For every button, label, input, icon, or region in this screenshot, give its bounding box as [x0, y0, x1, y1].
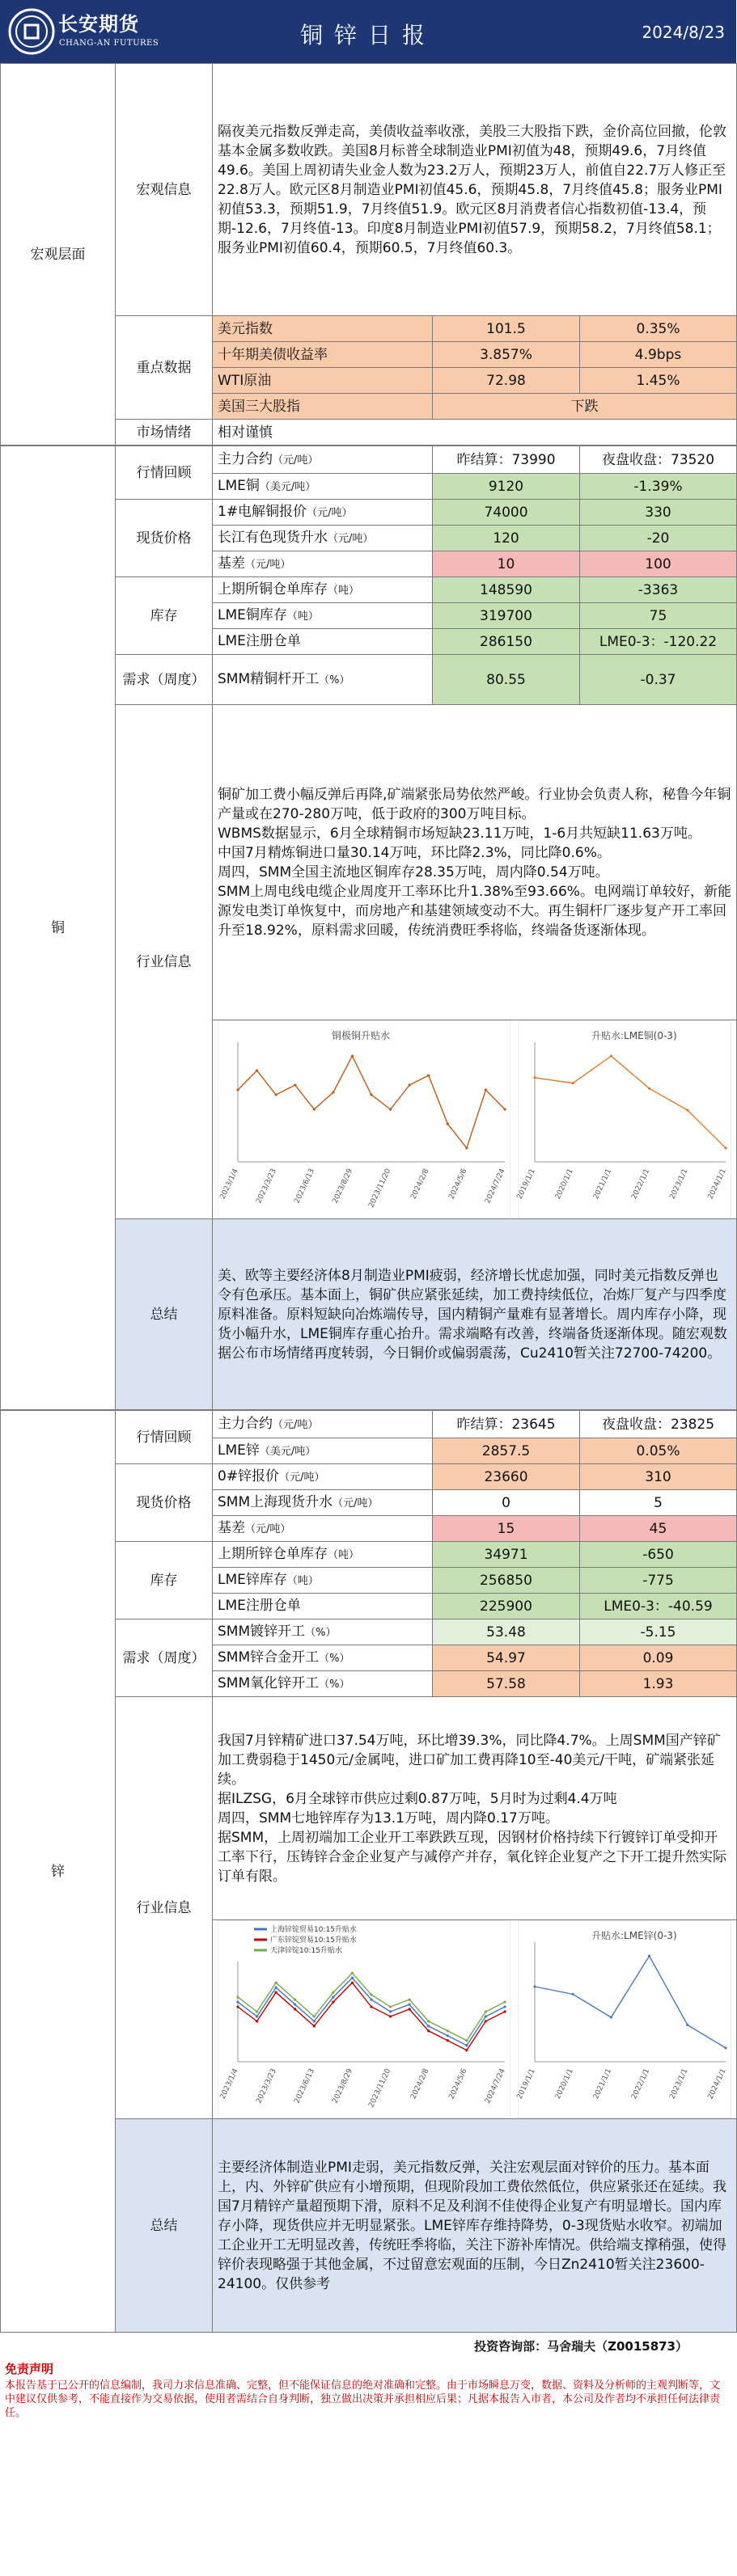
- contract-unit: （元/吨）: [273, 454, 319, 467]
- spot-change: 100: [580, 551, 737, 577]
- data-point: [686, 2024, 688, 2026]
- copper-lme-change: -1.39%: [580, 474, 737, 500]
- spot-change: -20: [580, 526, 737, 551]
- inv-value: 256850: [433, 1568, 580, 1594]
- copper-inventory-label: 库存: [116, 577, 213, 655]
- data-point: [409, 1083, 411, 1086]
- key-data-change: 0.35%: [580, 316, 737, 342]
- copper-spot-label: 现货价格: [116, 500, 213, 577]
- inv-row-name: [213, 1568, 433, 1594]
- spot-change: 330: [580, 500, 737, 526]
- contract-label-text: 主力合约: [218, 450, 273, 467]
- copper-section: [0, 446, 737, 1410]
- spot-value: 74000: [433, 500, 580, 526]
- data-point: [485, 1088, 487, 1091]
- series-line: [238, 1978, 505, 2045]
- data-point: [256, 2010, 258, 2012]
- spot-name: 基差: [218, 1519, 245, 1536]
- spot-unit: （元/吨）: [307, 506, 353, 519]
- spot-row-name: [213, 1516, 433, 1542]
- zinc-summary-label: 总结: [116, 2119, 213, 2333]
- data-point: [275, 1093, 277, 1096]
- copper-lme-svg: [515, 1021, 731, 1212]
- data-point: [389, 2015, 392, 2017]
- data-point: [351, 1972, 354, 1974]
- zinc-industry-label: 行业信息: [116, 1697, 213, 2119]
- inv-change: LME0-3：-40.59: [580, 1594, 737, 1620]
- data-point: [686, 1109, 688, 1111]
- key-data-change: 4.9bps: [580, 342, 737, 368]
- inv-row-name: [213, 603, 433, 629]
- inv-value: 225900: [433, 1594, 580, 1620]
- x-tick-label: 2023/1/1: [668, 1168, 690, 1201]
- data-point: [370, 2005, 372, 2008]
- analyst-info: 投资咨询部：马舍瑞夫（Z0015873）: [474, 2339, 688, 2354]
- lme-unit: （美元/吨）: [259, 1445, 316, 1458]
- spot-name: SMM上海现货升水: [218, 1493, 333, 1510]
- sentiment-value: 相对谨慎: [213, 420, 737, 446]
- data-point: [332, 1996, 334, 1999]
- spot-unit: （元/吨）: [245, 1522, 291, 1535]
- spot-change: 310: [580, 1464, 737, 1490]
- copper-prev-close: 昨结算：73990: [433, 446, 580, 474]
- zinc-spot-label: 现货价格: [116, 1464, 213, 1542]
- report-header: [0, 0, 736, 63]
- zinc-section: [0, 1410, 737, 2333]
- data-point: [332, 2000, 334, 2003]
- demand-change: 0.09: [580, 1645, 737, 1671]
- demand-value: 57.58: [433, 1671, 580, 1697]
- zinc-category: 锌: [1, 1411, 116, 2333]
- data-point: [370, 1093, 372, 1096]
- inv-row-name: [213, 1542, 433, 1568]
- macro-section: [0, 63, 737, 446]
- copper-contract-label: [213, 446, 433, 474]
- x-tick-label: 2023/6/13: [293, 2067, 317, 2105]
- data-point: [236, 1996, 239, 1999]
- lme-label-text: LME锌: [218, 1442, 260, 1459]
- zinc-contract-label: [213, 1411, 433, 1438]
- demand-name: SMM精铜杆开工: [218, 670, 320, 687]
- demand-change: 1.93: [580, 1671, 737, 1697]
- zinc-lme-change: 0.05%: [580, 1438, 737, 1464]
- demand-value: 53.48: [433, 1620, 580, 1645]
- chart-title: 升贴水:LME铜(0-3): [591, 1030, 677, 1041]
- copper-spread-chart: [218, 1020, 510, 1218]
- key-data-label: 重点数据: [116, 316, 213, 420]
- series-line: [535, 1956, 726, 2048]
- spot-name: 基差: [218, 555, 245, 572]
- inv-change: -650: [580, 1542, 737, 1568]
- copper-lme-label: [213, 474, 433, 500]
- data-point: [294, 1998, 296, 2000]
- inv-change: 75: [580, 603, 737, 629]
- legend-label: 天津锌锭10:15升贴水: [270, 1947, 342, 1955]
- spot-value: 120: [433, 526, 580, 551]
- data-point: [724, 2046, 726, 2049]
- copper-quote-label: 行情回顾: [116, 446, 213, 500]
- data-point: [256, 1069, 258, 1071]
- zinc-prev-close: 昨结算：23645: [433, 1411, 580, 1438]
- key-data-value: 3.857%: [433, 342, 580, 368]
- key-data-value: 101.5: [433, 316, 580, 342]
- contract-unit: （元/吨）: [273, 1418, 319, 1431]
- demand-row-name: [213, 1671, 433, 1697]
- spot-change: 45: [580, 1516, 737, 1542]
- zinc-lme-chart: [515, 1920, 731, 2118]
- demand-row-name: [213, 655, 433, 705]
- data-point: [503, 1108, 506, 1110]
- data-point: [485, 2010, 487, 2012]
- spot-row-name: [213, 1490, 433, 1516]
- x-tick-label: 2023/11/20: [367, 1168, 393, 1210]
- chart-title: 升贴水:LME锌(0-3): [591, 1930, 677, 1941]
- inv-value: 319700: [433, 603, 580, 629]
- demand-row-name: [213, 1620, 433, 1645]
- sentiment-label: 市场情绪: [116, 420, 213, 446]
- demand-unit: （%）: [319, 674, 350, 686]
- series-line: [238, 1056, 505, 1148]
- zinc-inventory-label: 库存: [116, 1542, 213, 1620]
- zinc-chart-cell: [213, 1920, 737, 2119]
- inv-value: 148590: [433, 577, 580, 603]
- data-point: [447, 1122, 449, 1125]
- data-point: [427, 2020, 430, 2022]
- inv-row-name: [213, 629, 433, 655]
- disclaimer-title: 免责声明: [5, 2362, 54, 2376]
- data-point: [294, 2008, 296, 2010]
- copper-summary-text: 美、欧等主要经济体8月制造业PMI疲弱，经济增长忧虑加强，同时美元指数反弹也令有色承压。基本面上，铜矿供应紧张延续，加工费持续低位，冶炼厂复产与四季度原料准备。原料短缺向冶炼端传导，国内精铜产量难有显著增长。周内库存小降，现货小幅升水，LME铜库存重心抬升。需求端略有改善，终端备货逐渐体现。随宏观数据公布市场情绪再度转弱，今日铜价或偏弱震荡，Cu2410暂关注72700-74200。: [213, 1219, 737, 1410]
- zinc-industry-text: 我国7月锌精矿进口37.54万吨，环比增39.3%，同比降4.7%。上周SMM国产锌矿加工费弱稳于1450元/金属吨，进口矿加工费再降10至-40美元/干吨，矿端紧张延续。 据ILZSG，6月全球锌市供应过剩0.87万吨，5月时为过剩4.4万吨 周四，SMM七地锌库存为13.1万吨，周内降0.17万吨。 据SMM，上周初端加工企业开工率跌跌互现，因钢材价格持续下行镀锌订单受抑开工率下行，压铸锌合金企业复产与减停产并存，氧化锌企业复产之下开工提升然实际订单有限。: [213, 1697, 737, 1920]
- inv-value: 286150: [433, 629, 580, 655]
- x-tick-label: 2024/2/8: [409, 2067, 431, 2101]
- copper-lme-value: 9120: [433, 474, 580, 500]
- data-point: [313, 2020, 316, 2022]
- x-tick-label: 2019/1/1: [515, 1168, 537, 1201]
- data-point: [409, 2008, 411, 2010]
- spot-unit: （元/吨）: [332, 1497, 379, 1510]
- report-date: 2024/8/23: [642, 23, 725, 42]
- demand-row-name: [213, 1645, 433, 1671]
- demand-change: -0.37: [580, 655, 737, 705]
- data-point: [351, 1054, 354, 1057]
- inv-unit: （吨）: [286, 610, 319, 623]
- data-point: [370, 1994, 372, 1996]
- data-point: [533, 1076, 536, 1079]
- disclaimer-text: 本报告基于已公开的信息编制，我司力求信息准确、完整，但不能保证信息的绝对准确和完整。由于市场瞬息万变，数据、资料及分析师的主观判断等，文中建议仅供参考，不能直接作为交易依据，使用者需结合自身判断，独立做出决策并承担相应后果；凡据本报告入市者，本公司及作者均不承担任何法律责任。: [5, 2380, 721, 2419]
- x-tick-label: 2023/3/23: [255, 1168, 278, 1206]
- key-data-value: 72.98: [433, 368, 580, 394]
- lme-unit: （美元/吨）: [259, 480, 316, 493]
- inv-change: LME0-3：-120.22: [580, 629, 737, 655]
- data-point: [389, 2005, 392, 2008]
- x-tick-label: 2023/11/20: [367, 2067, 393, 2109]
- inv-value: 34971: [433, 1542, 580, 1568]
- data-point: [236, 1088, 239, 1091]
- data-point: [389, 1108, 392, 1110]
- inv-change: -775: [580, 1568, 737, 1594]
- inv-unit: （吨）: [328, 584, 360, 597]
- brand-name-en: CHANG-AN FUTURES: [59, 39, 159, 48]
- x-tick-label: 2023/1/4: [218, 2067, 240, 2101]
- stock-index-name: 美国三大股指: [213, 394, 433, 420]
- data-point: [409, 2003, 411, 2005]
- zinc-summary-text: 主要经济体制造业PMI走弱，美元指数反弹，关注宏观层面对锌价的压力。基本面上，内、外锌矿供应有小增预期，但现阶段加工费依然低位，供应紧张还在延续。我国7月精锌产量超预期下滑，原料不足及利润不佳使得企业复产有明显增长。国内库存小降，现货供应并无明显紧张。LME锌库存维持降势，0-3现货贴水收窄。初端加工企业开工无明显改善，传统旺季将临，关注下游补库情况。供给端支撑稍强，使得锌价表现略强于其他金属，不过留意宏观面的压制，今日Zn2410暂关注23600-24100。仅供参考: [213, 2119, 737, 2333]
- copper-summary-label: 总结: [116, 1219, 213, 1410]
- data-point: [533, 1985, 536, 1987]
- copper-chart-cell: [213, 1020, 737, 1219]
- data-point: [313, 1108, 316, 1110]
- x-tick-label: 2024/1/1: [706, 1168, 728, 1201]
- spot-unit: （元/吨）: [245, 558, 291, 571]
- zinc-lme-label: [213, 1438, 433, 1464]
- x-tick-label: 2020/1/1: [553, 1168, 575, 1201]
- inv-name: LME注册仓单: [218, 1597, 301, 1614]
- data-point: [465, 2044, 468, 2046]
- stock-index-value: 下跌: [433, 394, 737, 420]
- x-tick-label: 2023/1/1: [668, 2067, 690, 2101]
- x-tick-label: 2021/1/1: [591, 1168, 614, 1201]
- lme-label-text: LME铜: [218, 477, 260, 494]
- copper-category: 铜: [1, 446, 116, 1410]
- demand-name: SMM氧化锌开工: [218, 1674, 320, 1691]
- x-tick-label: 2024/7/24: [484, 2067, 507, 2105]
- inv-change: -3363: [580, 577, 737, 603]
- data-point: [447, 2039, 449, 2042]
- spot-value: 23660: [433, 1464, 580, 1490]
- spot-change: 5: [580, 1490, 737, 1516]
- data-point: [447, 2029, 449, 2032]
- x-tick-label: 2020/1/1: [553, 2067, 575, 2101]
- data-point: [465, 2049, 468, 2051]
- zinc-quote-label: 行情回顾: [116, 1411, 213, 1464]
- spot-name: 1#电解铜报价: [218, 503, 307, 520]
- macro-info-label: 宏观信息: [116, 64, 213, 316]
- x-tick-label: 2022/1/1: [630, 2067, 652, 2101]
- x-tick-label: 2024/5/6: [447, 1168, 469, 1201]
- data-point: [236, 2005, 239, 2008]
- spot-unit: （元/吨）: [279, 1471, 325, 1484]
- copper-industry-label: 行业信息: [116, 705, 213, 1219]
- macro-category: 宏观层面: [1, 64, 116, 446]
- data-point: [648, 1954, 650, 1957]
- data-point: [427, 2025, 430, 2027]
- data-point: [485, 2015, 487, 2017]
- inv-row-name: [213, 1594, 433, 1620]
- series-line: [535, 1056, 726, 1148]
- x-tick-label: 2019/1/1: [515, 2067, 537, 2101]
- key-data-name: 十年期美债收益率: [213, 342, 433, 368]
- x-tick-label: 2024/1/1: [706, 2067, 728, 2101]
- data-point: [610, 1054, 612, 1057]
- zinc-demand-label: 需求（周度）: [116, 1620, 213, 1697]
- zinc-night-close: 夜盘收盘：23825: [580, 1411, 737, 1438]
- key-data-name: 美元指数: [213, 316, 433, 342]
- data-point: [275, 1987, 277, 1989]
- data-point: [465, 1147, 468, 1149]
- data-point: [351, 1982, 354, 1984]
- spot-unit: （元/吨）: [328, 532, 374, 545]
- copper-lme-chart: [515, 1020, 731, 1218]
- data-point: [370, 1998, 372, 2000]
- data-point: [409, 1998, 411, 2000]
- x-tick-label: 2024/7/24: [484, 1168, 507, 1206]
- spot-row-name: [213, 1464, 433, 1490]
- copper-industry-text: 铜矿加工费小幅反弹后再降,矿端紧张局势依然严峻。行业协会负责人称，秘鲁今年铜产量或在270-280万吨，低于政府的300万吨目标。 WBMS数据显示，6月全球精铜市场短缺23.11万吨，1-6月共短缺11.63万吨。 中国7月精炼铜进口量30.14万吨，环比降2.3%，同比降0.6%。 周四，SMM全国主流地区铜库存28.35万吨，周内降0.54万吨。 SMM上周电线电缆企业周度开工率环比升1.38%至93.66%。电网端订单较好，新能源发电类订单恢复中，而房地产和基建领域变动不大。再生铜杆厂逐步复产开工率回升至18.92%，原料需求回暖，传统消费旺季将临，终端备货逐渐体现。: [213, 705, 737, 1020]
- data-point: [427, 1074, 430, 1076]
- inv-name: 上期所铜仓单库存: [218, 581, 328, 598]
- data-point: [351, 1977, 354, 1979]
- spot-value: 10: [433, 551, 580, 577]
- zinc-spread-svg: [218, 1921, 510, 2112]
- spot-row-name: [213, 551, 433, 577]
- chart-title: 铜极铜升贴水: [332, 1030, 391, 1041]
- data-point: [275, 1982, 277, 1984]
- x-tick-label: 2023/6/13: [293, 1168, 317, 1206]
- key-data-name: WTI原油: [213, 368, 433, 394]
- data-point: [724, 1147, 726, 1149]
- data-point: [503, 2005, 506, 2008]
- spot-row-name: [213, 526, 433, 551]
- inv-name: LME锌库存: [218, 1571, 287, 1588]
- data-point: [275, 1991, 277, 1994]
- data-point: [465, 2039, 468, 2042]
- data-point: [294, 2003, 296, 2005]
- x-tick-label: 2024/5/6: [447, 2067, 469, 2101]
- data-point: [503, 2010, 506, 2012]
- zinc-spread-chart: [218, 1920, 510, 2118]
- data-point: [313, 2015, 316, 2017]
- contract-label-text: 主力合约: [218, 1415, 273, 1432]
- x-tick-label: 2022/1/1: [630, 1168, 652, 1201]
- inv-name: LME铜库存: [218, 606, 287, 623]
- copper-night-close: 夜盘收盘：73520: [580, 446, 737, 474]
- demand-change: -5.15: [580, 1620, 737, 1645]
- inv-unit: （吨）: [286, 1574, 319, 1587]
- data-point: [427, 2029, 430, 2032]
- footer: [0, 2333, 736, 2420]
- data-point: [389, 2010, 392, 2012]
- copper-spread-svg: [218, 1021, 510, 1212]
- data-point: [256, 2015, 258, 2017]
- x-tick-label: 2024/2/8: [409, 1168, 431, 1201]
- demand-unit: （%）: [305, 1626, 337, 1639]
- data-point: [447, 2034, 449, 2037]
- data-point: [313, 2025, 316, 2027]
- demand-name: SMM镀锌开工: [218, 1623, 306, 1640]
- zinc-lme-svg: [515, 1921, 731, 2112]
- data-point: [648, 1087, 650, 1090]
- data-point: [485, 2020, 487, 2022]
- spot-value: 0: [433, 1490, 580, 1516]
- legend-label: 广东锌锭贸易10:15升贴水: [270, 1936, 357, 1945]
- legend-label: 上海锌锭贸易10:15升贴水: [270, 1926, 357, 1934]
- inv-name: LME注册仓单: [218, 632, 301, 649]
- data-point: [610, 2016, 612, 2018]
- data-point: [572, 1993, 574, 1995]
- demand-value: 80.55: [433, 655, 580, 705]
- macro-info-text: 隔夜美元指数反弹走高，美债收益率收涨，美股三大股指下跌，金价高位回撤，伦敦基本金属多数收跌。美国8月标普全球制造业PMI初值为48，预期49.6，7月终值49.6。美国上周初请失业金人数为23.2万人，预期23万人，前值自22.7万人修正至22.8万人。欧元区8月制造业PMI初值45.6，预期45.8，7月终值45.8；服务业PMI初值53.3，预期51.9，7月终值51.9。欧元区8月消费者信心指数初值-13.4，预期-12.6，7月终值-13。印度8月制造业PMI初值57.9，预期58.2，7月终值58.1；服务业PMI初值60.4，预期60.5，7月终值60.3。: [213, 64, 737, 316]
- report-title: 铜锌日报: [299, 22, 436, 49]
- data-point: [572, 1082, 574, 1084]
- data-point: [256, 2020, 258, 2022]
- copper-demand-label: 需求（周度）: [116, 655, 213, 705]
- inv-name: 上期所锌仓单库存: [218, 1545, 328, 1562]
- inv-row-name: [213, 577, 433, 603]
- x-tick-label: 2023/8/29: [331, 1168, 355, 1206]
- spot-name: 长江有色现货升水: [218, 529, 328, 546]
- spot-row-name: [213, 500, 433, 526]
- data-point: [294, 1083, 296, 1086]
- spot-name: 0#锌报价: [218, 1467, 280, 1484]
- data-point: [332, 1091, 334, 1093]
- demand-value: 54.97: [433, 1645, 580, 1671]
- data-point: [236, 2000, 239, 2003]
- demand-unit: （%）: [319, 1678, 350, 1691]
- demand-name: SMM锌合金开工: [218, 1649, 320, 1666]
- key-data-change: 1.45%: [580, 368, 737, 394]
- x-tick-label: 2021/1/1: [591, 2067, 614, 2101]
- data-point: [332, 1991, 334, 1994]
- data-point: [503, 2000, 506, 2003]
- demand-unit: （%）: [319, 1652, 350, 1665]
- x-tick-label: 2023/3/23: [255, 2067, 278, 2105]
- spot-value: 15: [433, 1516, 580, 1542]
- zinc-lme-value: 2857.5: [433, 1438, 580, 1464]
- x-tick-label: 2023/8/29: [331, 2067, 355, 2105]
- brand-name-cn: 长安期货: [58, 13, 139, 36]
- inv-unit: （吨）: [328, 1548, 360, 1561]
- x-tick-label: 2023/1/4: [218, 1168, 240, 1201]
